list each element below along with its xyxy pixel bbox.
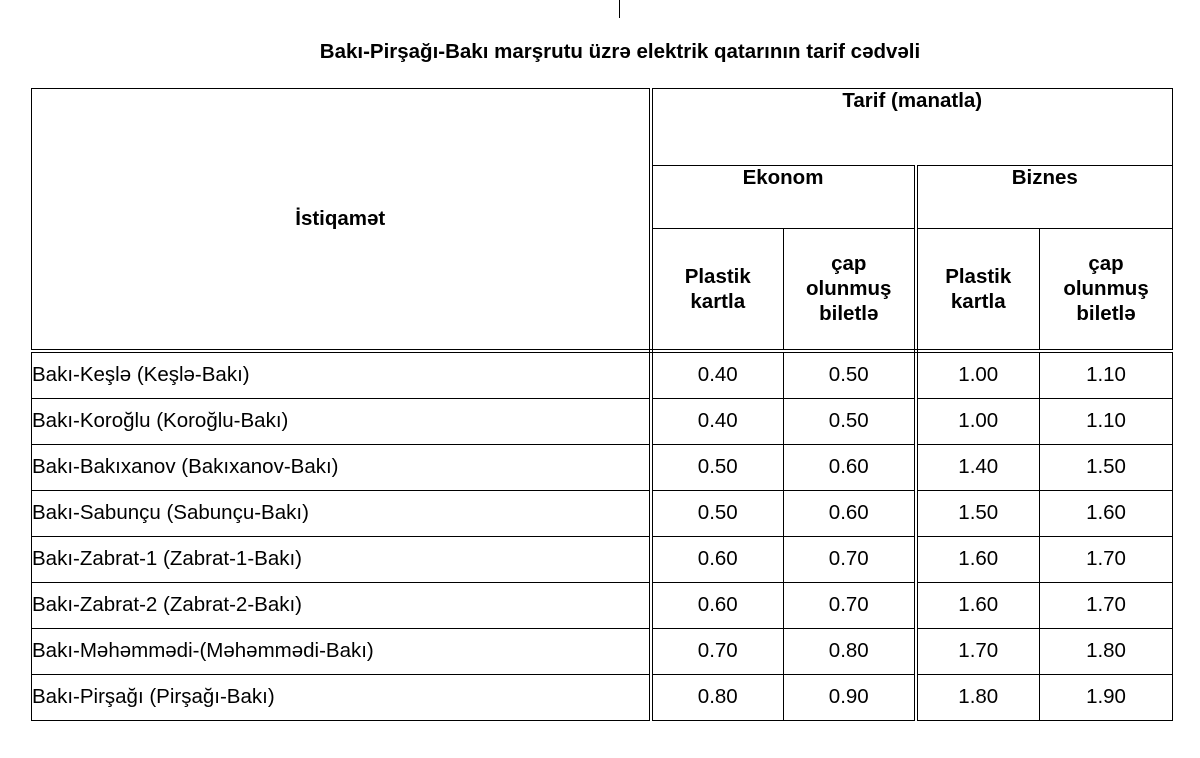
row-name: Bakı-Sabunçu (Sabunçu-Bakı) xyxy=(32,490,651,536)
ekonom-plastic-value: 0.50 xyxy=(651,490,784,536)
header-ekonom-plastic: Plastik kartla xyxy=(651,229,784,351)
row-name: Bakı-Keşlə (Keşlə-Bakı) xyxy=(32,351,651,399)
ekonom-printed-value: 0.50 xyxy=(784,351,916,399)
table-row xyxy=(32,490,1173,536)
header-biznes-printed: çap olunmuş biletlə xyxy=(1040,229,1173,351)
biznes-printed-value: 1.10 xyxy=(1040,351,1173,399)
row-name: Bakı-Zabrat-2 (Zabrat-2-Bakı) xyxy=(32,582,651,628)
header-tariff: Tarif (manatla) xyxy=(651,89,1173,166)
header-ekonom-printed: çap olunmuş biletlə xyxy=(784,229,916,351)
ekonom-printed-value: 0.90 xyxy=(784,674,916,720)
ekonom-plastic-value: 0.40 xyxy=(651,398,784,444)
biznes-plastic-value: 1.80 xyxy=(916,674,1040,720)
row-name: Bakı-Pirşağı (Pirşağı-Bakı) xyxy=(32,674,651,720)
ekonom-printed-value: 0.50 xyxy=(784,398,916,444)
biznes-printed-value: 1.70 xyxy=(1040,582,1173,628)
biznes-printed-value: 1.80 xyxy=(1040,628,1173,674)
biznes-printed-value: 1.90 xyxy=(1040,674,1173,720)
row-name: Bakı-Bakıxanov (Bakıxanov-Bakı) xyxy=(32,444,651,490)
biznes-plastic-value: 1.50 xyxy=(916,490,1040,536)
header-ekonom: Ekonom xyxy=(651,166,916,229)
table-row xyxy=(32,628,1173,674)
row-name: Bakı-Məhəmmədi-(Məhəmmədi-Bakı) xyxy=(32,628,651,674)
header-direction: İstiqamət xyxy=(32,89,651,351)
biznes-plastic-value: 1.00 xyxy=(916,398,1040,444)
text-cursor-mark xyxy=(619,0,620,18)
biznes-plastic-value: 1.60 xyxy=(916,536,1040,582)
page-title: Bakı-Pirşağı-Bakı marşrutu üzrə elektrik qatarının tarif cədvəli xyxy=(319,40,921,63)
ekonom-plastic-value: 0.50 xyxy=(651,444,784,490)
biznes-printed-value: 1.70 xyxy=(1040,536,1173,582)
tariff-table xyxy=(31,88,1173,721)
ekonom-printed-value: 0.60 xyxy=(784,444,916,490)
table-row xyxy=(32,582,1173,628)
ekonom-plastic-value: 0.70 xyxy=(651,628,784,674)
ekonom-plastic-value: 0.60 xyxy=(651,582,784,628)
biznes-printed-value: 1.60 xyxy=(1040,490,1173,536)
biznes-plastic-value: 1.60 xyxy=(916,582,1040,628)
biznes-plastic-value: 1.00 xyxy=(916,351,1040,399)
biznes-printed-value: 1.50 xyxy=(1040,444,1173,490)
ekonom-printed-value: 0.70 xyxy=(784,582,916,628)
header-biznes-plastic: Plastik kartla xyxy=(916,229,1040,351)
row-name: Bakı-Zabrat-1 (Zabrat-1-Bakı) xyxy=(32,536,651,582)
ekonom-plastic-value: 0.40 xyxy=(651,351,784,399)
row-name: Bakı-Koroğlu (Koroğlu-Bakı) xyxy=(32,398,651,444)
table-row xyxy=(32,674,1173,720)
ekonom-plastic-value: 0.80 xyxy=(651,674,784,720)
table-row xyxy=(32,351,1173,399)
biznes-printed-value: 1.10 xyxy=(1040,398,1173,444)
ekonom-printed-value: 0.70 xyxy=(784,536,916,582)
table-row xyxy=(32,536,1173,582)
biznes-plastic-value: 1.70 xyxy=(916,628,1040,674)
table-row xyxy=(32,398,1173,444)
ekonom-printed-value: 0.60 xyxy=(784,490,916,536)
header-biznes: Biznes xyxy=(916,166,1173,229)
table-row xyxy=(32,444,1173,490)
ekonom-printed-value: 0.80 xyxy=(784,628,916,674)
biznes-plastic-value: 1.40 xyxy=(916,444,1040,490)
ekonom-plastic-value: 0.60 xyxy=(651,536,784,582)
